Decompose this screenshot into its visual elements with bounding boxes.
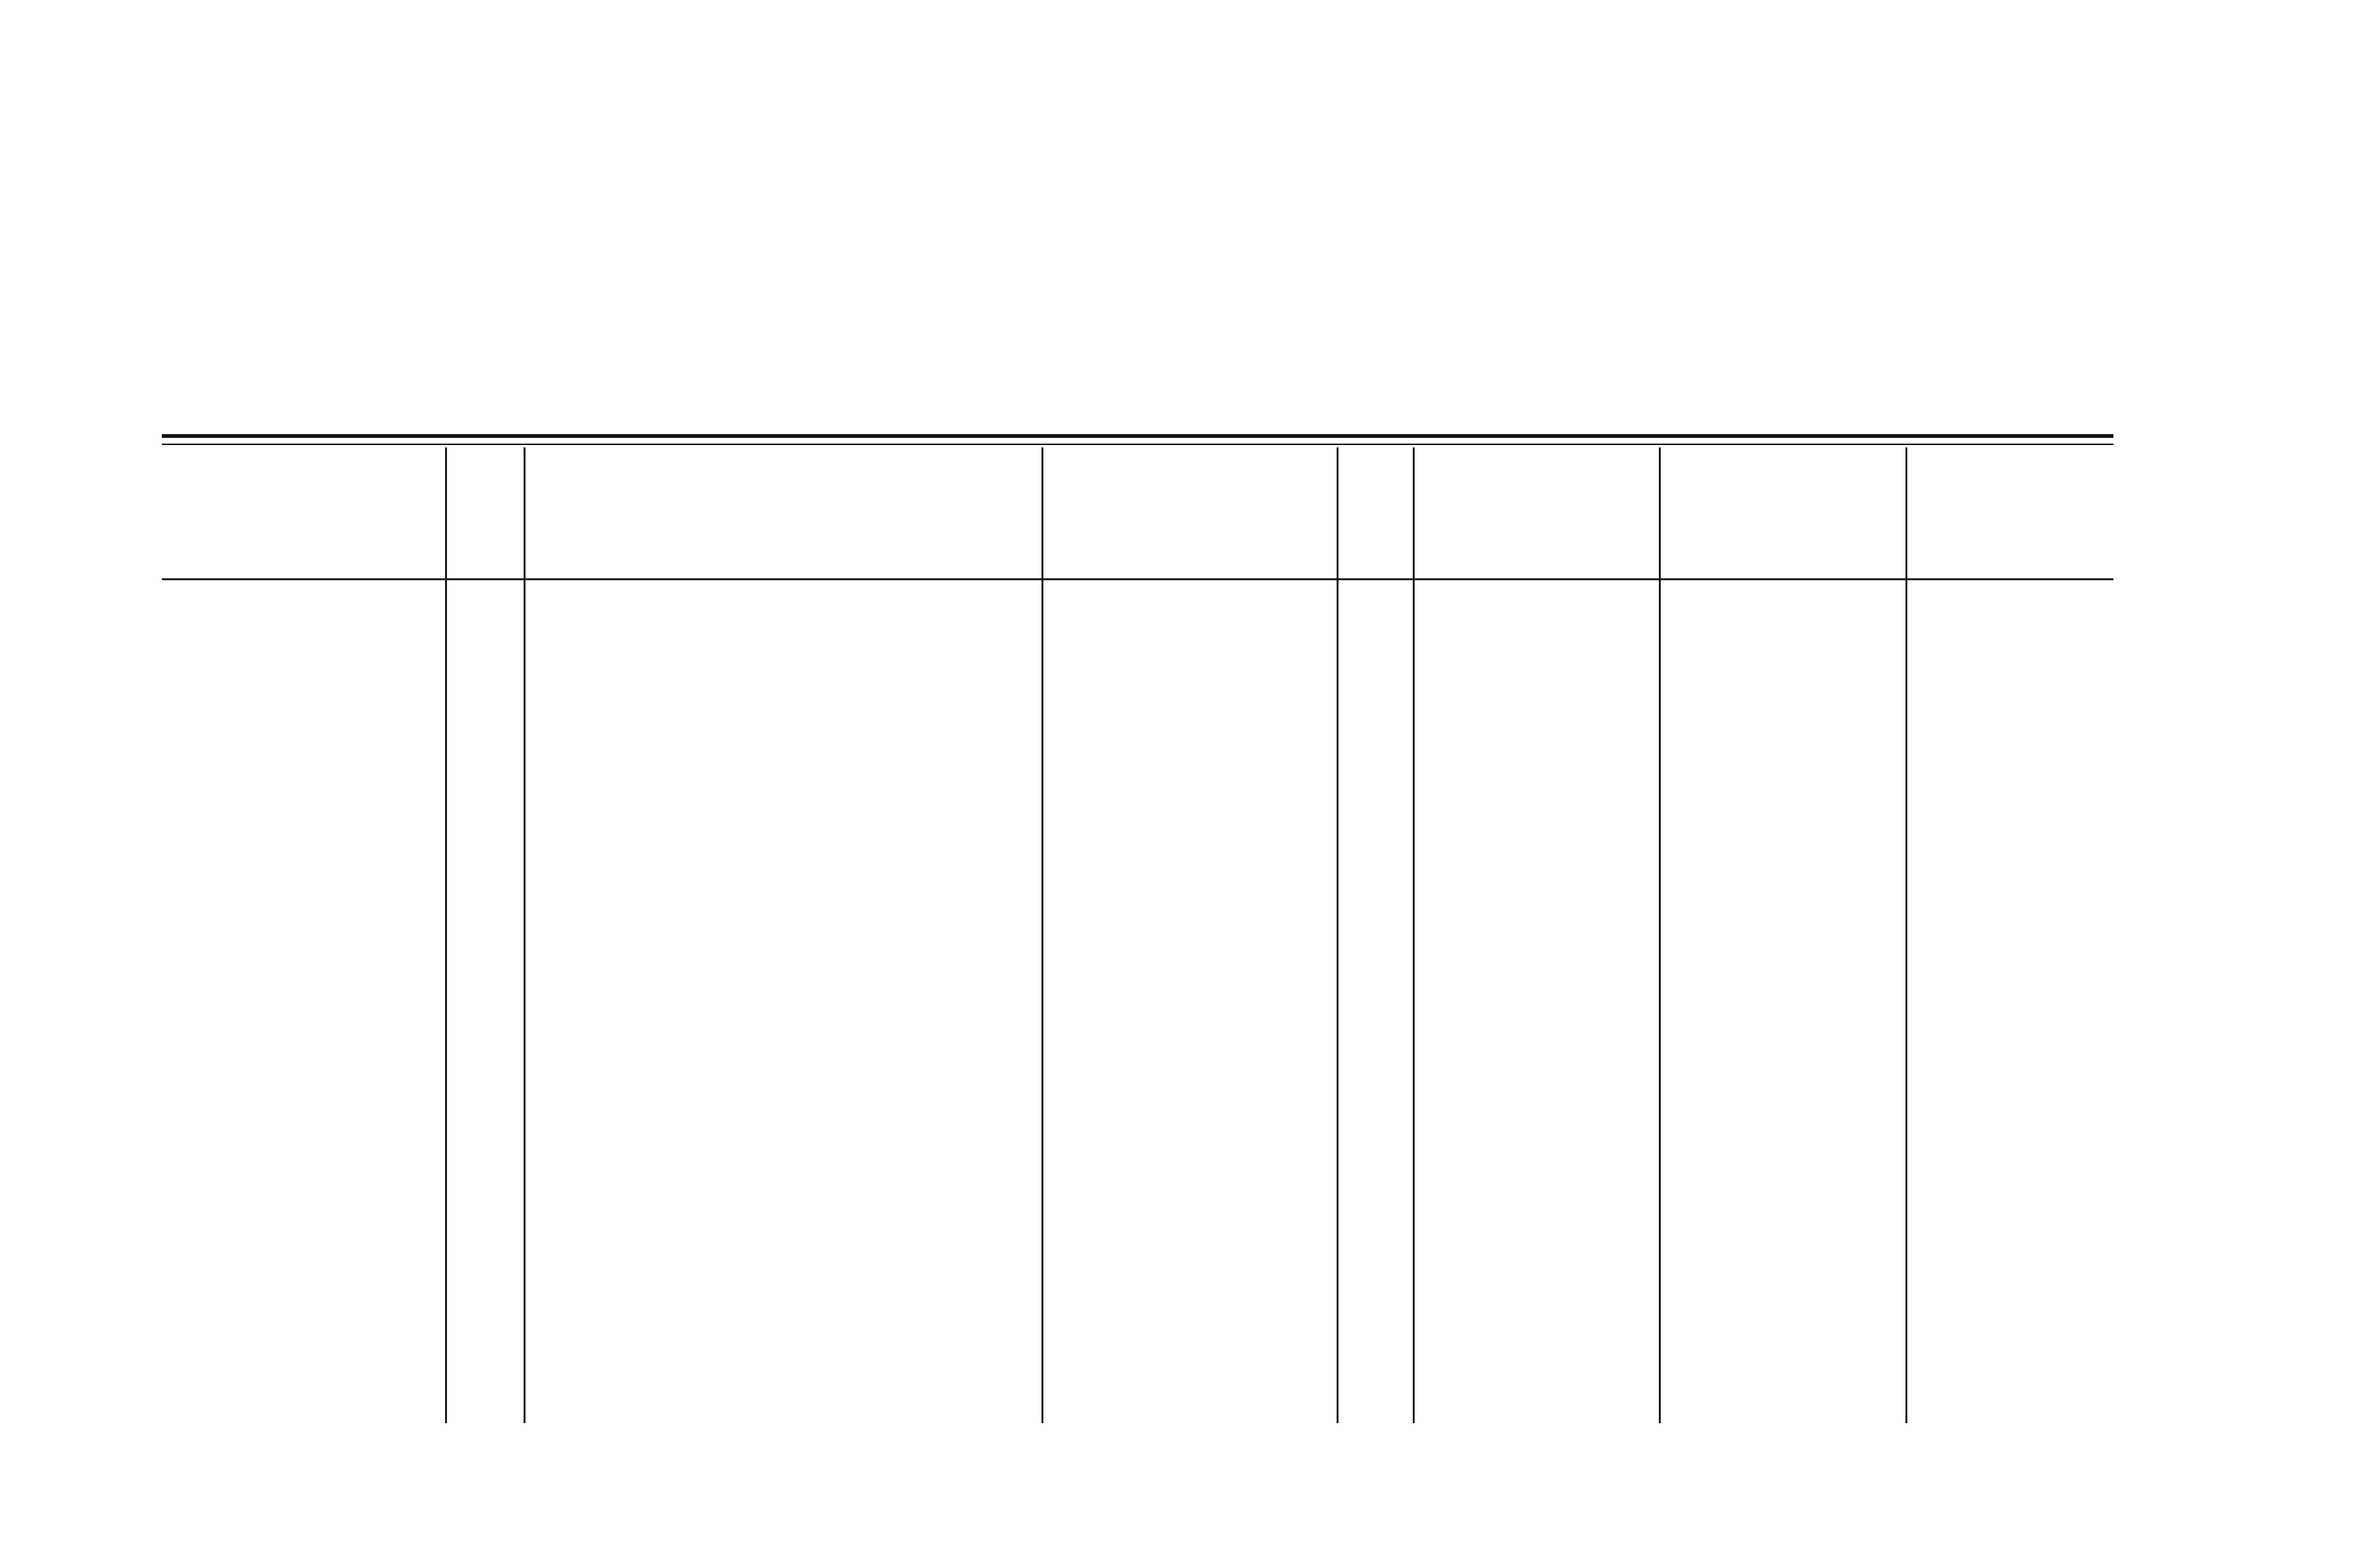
top-rule-thin — [162, 444, 2113, 445]
column-divider — [524, 447, 526, 1423]
column-divider — [445, 447, 447, 1423]
running-head — [2294, 424, 2342, 1128]
column-divider — [1413, 447, 1415, 1423]
header-rule — [162, 578, 2113, 580]
column-divider — [1659, 447, 1661, 1423]
top-rule-thick — [162, 434, 2113, 438]
column-divider — [1905, 447, 1907, 1423]
column-divider — [1337, 447, 1339, 1423]
column-divider — [1041, 447, 1043, 1423]
page-number — [2147, 276, 2204, 371]
